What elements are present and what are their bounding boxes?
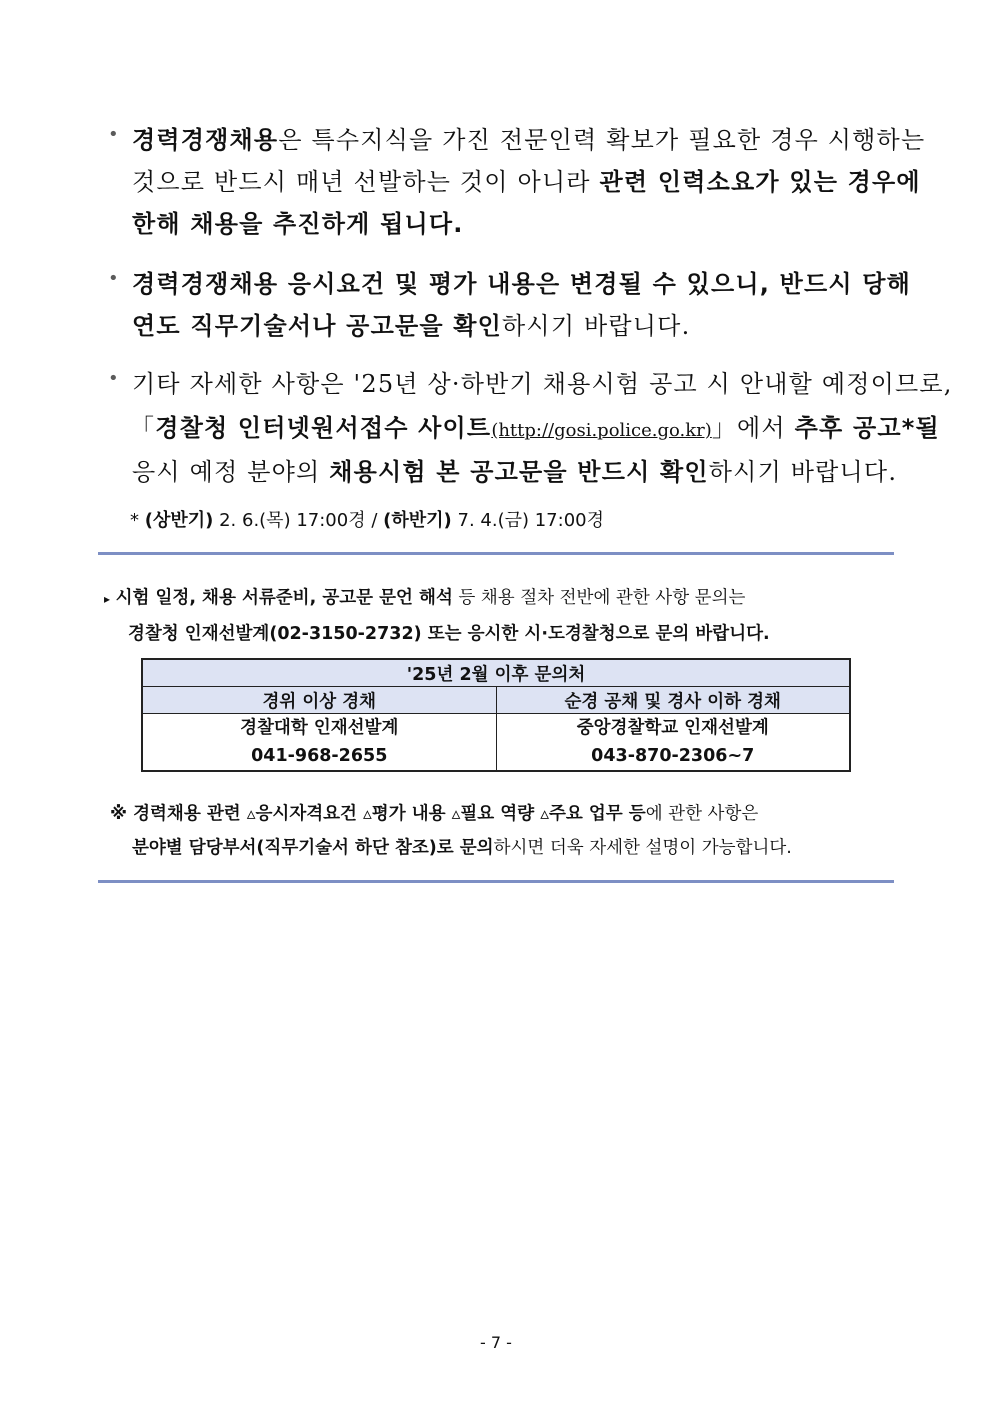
gosi-site-link[interactable]: (http://gosi.police.go.kr) [491, 420, 712, 441]
inquiry-line-1: ▸ 시험 일정, 채용 서류준비, 공고문 문언 해석 등 채용 절차 전반에 관한 사항 문의는 [104, 588, 746, 608]
bullet-marker: • [108, 268, 119, 289]
bullet-line: 「경찰청 인터넷원서접수 사이트(http://gosi.police.go.kr)」에서 추후 공고*될 [130, 414, 940, 442]
bullet-marker: • [108, 124, 119, 145]
bullet-line: 경력경쟁채용 응시요건 및 평가 내용은 변경될 수 있으니, 반드시 당해 [132, 270, 912, 298]
phone-number: 041-968-2655 [251, 746, 388, 766]
bullet-line: 경력경쟁채용은 특수지식을 가진 전문인력 확보가 필요한 경우 시행하는 [132, 126, 926, 154]
col-header-junior: 순경 공채 및 경사 이하 경채 [496, 687, 850, 714]
bullet-line: 기타 자세한 사항은 '25년 상·하반기 채용시험 공고 시 안내할 예정이므로, [132, 370, 953, 398]
org-name: 경찰대학 인재선발계 [240, 718, 399, 738]
announcement-dates-note: * (상반기) 2. 6.(목) 17:00경 / (하반기) 7. 4.(금) 17:00경 [130, 510, 604, 531]
bullet-line: 한해 채용을 추진하게 됩니다. [132, 210, 464, 238]
col-header-senior: 경위 이상 경채 [142, 687, 496, 714]
remark-line-1: ※ 경력채용 관련 ▵응시자격요건 ▵평가 내용 ▵필요 역량 ▵주요 업무 등에 관한 사항은 [110, 804, 759, 824]
contact-table [141, 658, 851, 772]
page-number: - 7 - [480, 1333, 512, 1352]
org-name: 중앙경찰학교 인재선발계 [576, 718, 769, 738]
contact-table-title: '25년 2월 이후 문의처 [142, 659, 850, 687]
remark-line-2: 분야별 담당부서(직무기술서 하단 참조)로 문의하시면 더욱 자세한 설명이 가능합니다. [132, 838, 792, 858]
bullet-line: 응시 예정 분야의 채용시험 본 공고문을 반드시 확인하시기 바랍니다. [132, 458, 898, 486]
bullet-line: 연도 직무기술서나 공고문을 확인하시기 바랍니다. [132, 312, 691, 340]
bullet-marker: • [108, 368, 119, 389]
divider-bottom [98, 880, 894, 883]
inquiry-line-2: 경찰청 인재선발계(02-3150-2732) 또는 응시한 시·도경찰청으로 문의 바랍니다. [128, 624, 770, 644]
contact-junior [496, 714, 850, 772]
bullet-line: 것으로 반드시 매년 선발하는 것이 아니라 관련 인력소요가 있는 경우에 [132, 168, 921, 196]
contact-senior [142, 714, 496, 772]
divider-top [98, 552, 894, 555]
phone-number: 043-870-2306~7 [591, 746, 755, 766]
